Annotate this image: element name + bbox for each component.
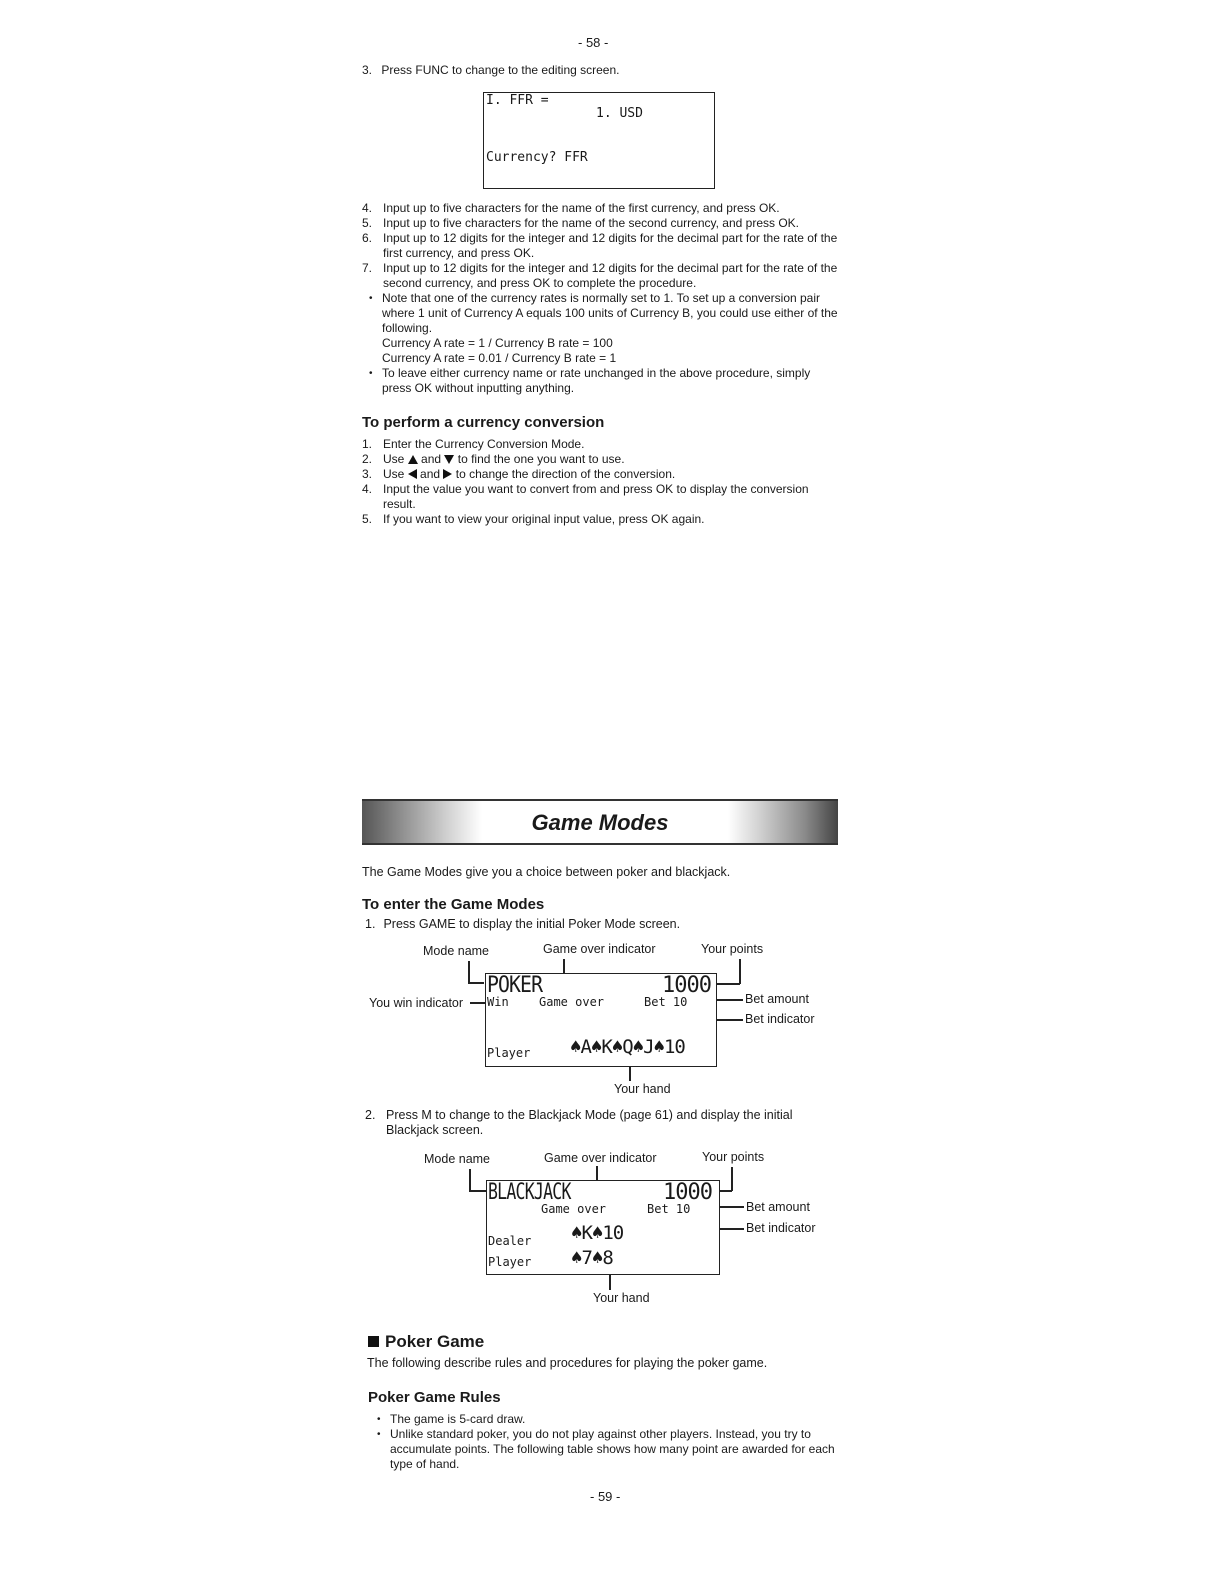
- game-modes-banner: [362, 799, 838, 845]
- label-bet-amount: Bet amount: [746, 1200, 810, 1214]
- label-bet-indicator: Bet indicator: [746, 1221, 816, 1235]
- note-unchanged: • To leave either currency name or rate unchanged in the above procedure, simply press OK without inputting anything.: [362, 366, 840, 396]
- heading-poker-game: Poker Game: [368, 1332, 484, 1352]
- conv-step-3: 3. Use and to change the direction of the conversion.: [362, 467, 676, 481]
- game-modes-intro: The Game Modes give you a choice between poker and blackjack.: [362, 865, 731, 879]
- blackjack-lcd-screen: [486, 1180, 720, 1275]
- enter-step-1: 1. Press GAME to display the initial Poker Mode screen.: [365, 917, 681, 931]
- rule-item: • The game is 5-card draw.: [370, 1412, 844, 1427]
- lcd-points: 1000: [663, 1180, 712, 1205]
- lcd-win: Win: [487, 995, 509, 1009]
- lcd-game-over: Game over: [541, 1202, 607, 1216]
- label-your-hand: Your hand: [614, 1082, 671, 1096]
- up-arrow-icon: [408, 455, 418, 464]
- label-mode-name: Mode name: [423, 944, 490, 958]
- label-game-over-indicator: Game over indicator: [543, 942, 656, 956]
- enter-step-2: 2. Press M to change to the Blackjack Mode (page 61) and display the initial Blackjack screen.: [365, 1108, 793, 1137]
- lcd-player: Player: [487, 1046, 531, 1060]
- lcd-line-2: 1. USD: [596, 106, 643, 121]
- step-text: Press FUNC to change to the editing screen.: [381, 63, 620, 77]
- right-arrow-icon: [443, 469, 452, 479]
- lcd-line-1: I. FFR =: [486, 93, 549, 108]
- label-bet-amount: Bet amount: [745, 992, 809, 1006]
- step-4: 4. Input up to five characters for the name of the first currency, and press OK.: [362, 201, 780, 215]
- poker-rules-list: [370, 1412, 844, 1472]
- lcd-player-hand: ♠7♠8: [571, 1247, 613, 1269]
- label-game-over-indicator: Game over indicator: [544, 1151, 657, 1165]
- step-number: 3.: [362, 63, 373, 77]
- left-arrow-icon: [408, 469, 417, 479]
- page-number-bottom: - 59 -: [590, 1489, 621, 1504]
- conv-step-2: 2. Use and to find the one you want to use.: [362, 452, 625, 466]
- note-conversion-rates: • Note that one of the currency rates is normally set to 1. To set up a conversion pair where 1 unit of Currency A equals 100 units of Currency B, you could use either of the following. Currency A rate = 1 / Currency B rate = 100 Currency A rate = 0.01 / Currency B rate = 1: [362, 291, 840, 366]
- step-5: 5. Input up to five characters for the name of the second currency, and press OK.: [362, 216, 799, 230]
- lcd-mode-blackjack: BLACKJACK: [488, 1180, 571, 1205]
- step-3: [362, 63, 842, 78]
- step-7: 7. Input up to 12 digits for the integer and 12 digits for the decimal part for the rate of the second currency, and press OK to complete the procedure.: [362, 261, 838, 290]
- conv-step-1: 1. Enter the Currency Conversion Mode.: [362, 437, 585, 451]
- lcd-line-3: Currency? FFR: [486, 150, 588, 165]
- label-mode-name: Mode name: [424, 1152, 491, 1166]
- lcd-dealer-hand: ♠K♠10: [571, 1222, 624, 1244]
- conversion-steps: [362, 437, 840, 527]
- conv-step-4: 4. Input the value you want to convert from and press OK to display the conversion result.: [362, 482, 809, 511]
- label-your-points: Your points: [701, 942, 764, 956]
- banner-title: Game Modes: [531, 810, 669, 835]
- step-6: 6. Input up to 12 digits for the integer and 12 digits for the decimal part for the rate of the first currency, and press OK.: [362, 231, 838, 260]
- lcd-game-over: Game over: [539, 995, 605, 1009]
- square-bullet-icon: [368, 1336, 379, 1347]
- label-you-win-indicator: You win indicator: [369, 996, 464, 1010]
- heading-enter-game-modes: To enter the Game Modes: [362, 896, 545, 913]
- heading-poker-game-rules: Poker Game Rules: [368, 1389, 501, 1406]
- poker-intro: The following describe rules and procedures for playing the poker game.: [367, 1356, 768, 1370]
- conv-step-5: 5. If you want to view your original input value, press OK again.: [362, 512, 705, 526]
- lcd-mode-poker: POKER: [487, 973, 543, 998]
- label-your-points: Your points: [702, 1150, 765, 1164]
- heading-currency-conversion: To perform a currency conversion: [362, 414, 605, 431]
- page-number-top: - 58 -: [578, 35, 609, 50]
- label-your-hand: Your hand: [593, 1291, 650, 1305]
- lcd-points: 1000: [662, 973, 711, 998]
- label-bet-indicator: Bet indicator: [745, 1012, 815, 1026]
- lcd-player-hand: ♠A♠K♠Q♠J♠10: [570, 1036, 685, 1058]
- steps-4-to-7: [362, 201, 840, 396]
- lcd-bet: Bet 10: [647, 1202, 691, 1216]
- rule-item: • Unlike standard poker, you do not play against other players. Instead, you try to accumulate points. The following table shows how many point are awarded for each type of hand.: [370, 1427, 844, 1472]
- poker-lcd-screen: [485, 973, 717, 1067]
- lcd-player: Player: [488, 1255, 532, 1269]
- lcd-bet: Bet 10: [644, 995, 688, 1009]
- lcd-dealer: Dealer: [488, 1234, 532, 1248]
- currency-edit-screen: [483, 92, 715, 189]
- down-arrow-icon: [444, 455, 454, 464]
